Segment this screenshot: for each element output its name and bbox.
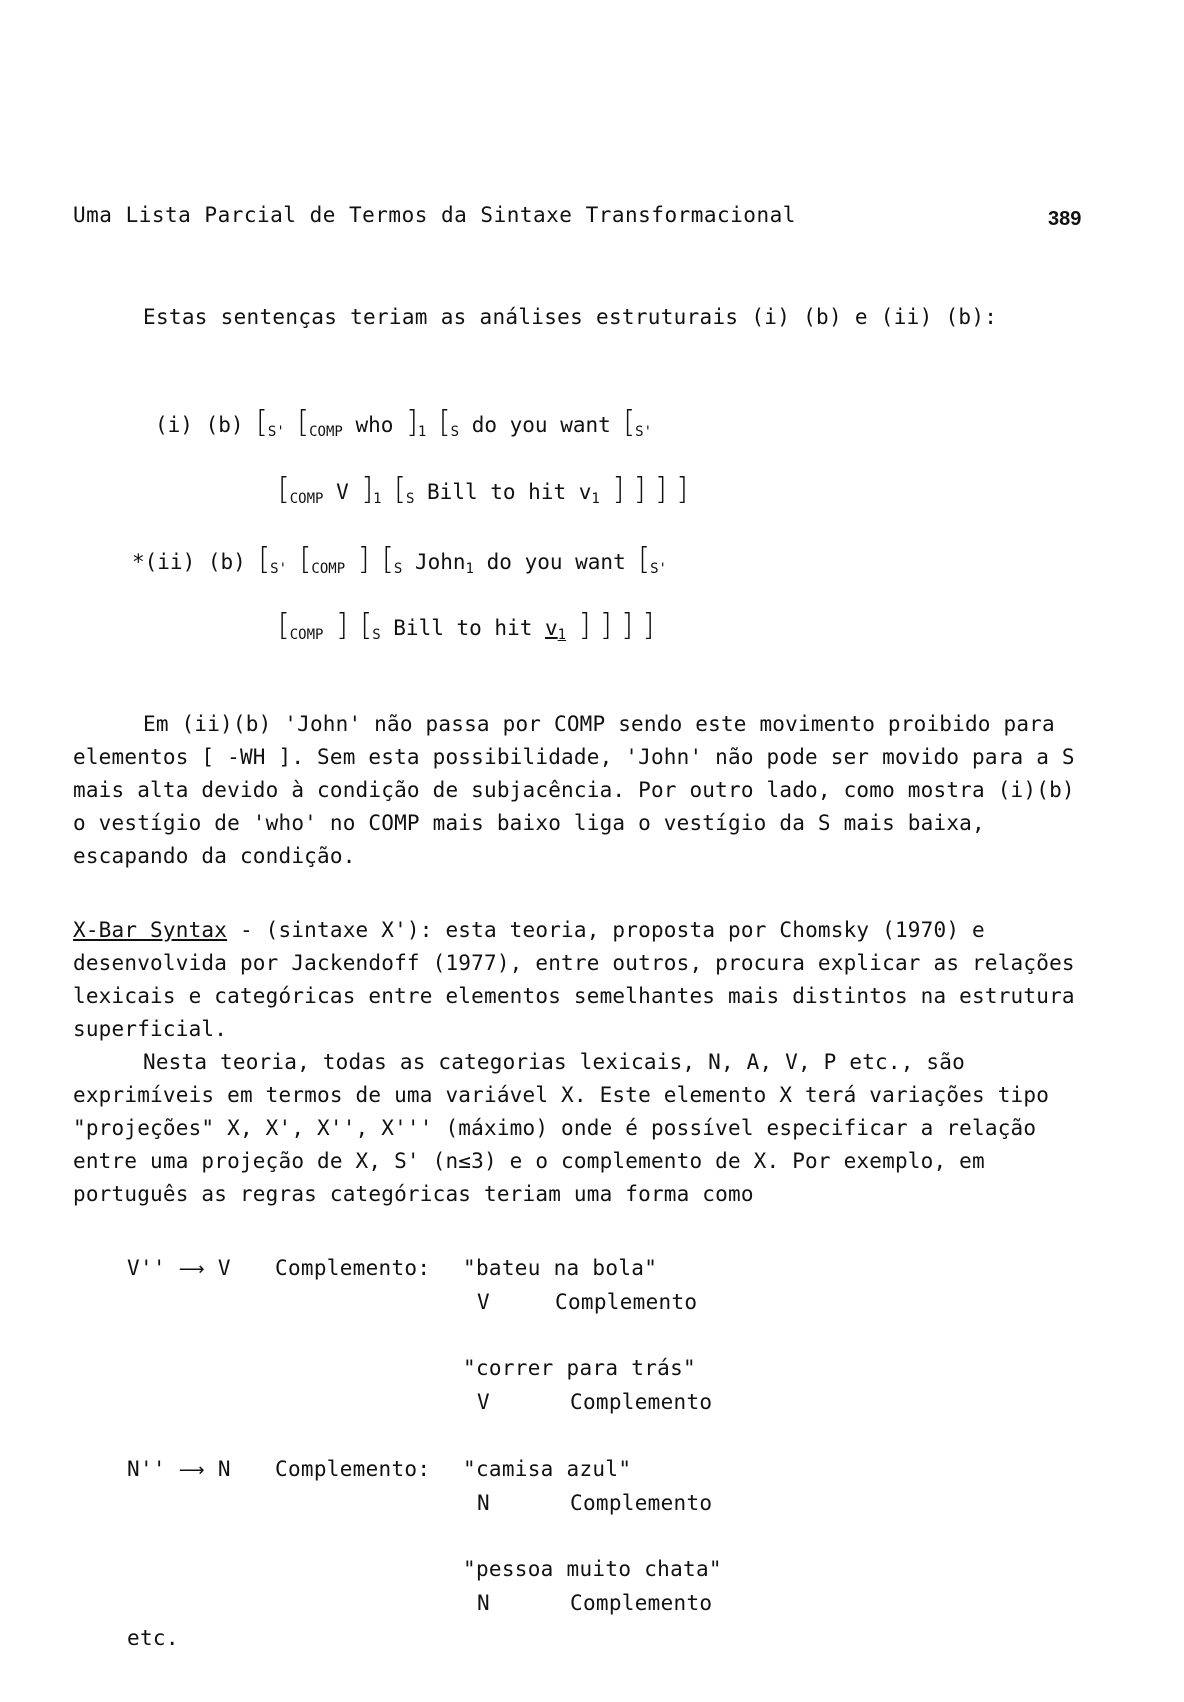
index: 1 [373, 491, 382, 507]
index: 1 [465, 561, 474, 577]
label-s-bar: S' [650, 561, 667, 577]
example-i-line2 [278, 472, 688, 507]
rule-n-example2-comp: Complemento [570, 1591, 713, 1615]
rule-n-example2-cat: N [477, 1591, 490, 1615]
label-s: S [450, 424, 460, 440]
label-s: S [372, 627, 381, 643]
label-comp: COMP [289, 491, 324, 507]
rule-lhs: N'' [127, 1457, 166, 1481]
example-text: do you want [471, 413, 611, 437]
bracket: [ [382, 542, 394, 577]
bracket: [ [256, 405, 268, 440]
rule-rhs: N [217, 1457, 231, 1481]
closing-brackets: ] ] ] ] [612, 472, 688, 507]
paragraph-explanation: Em (ii)(b) 'John' não passa por COMP sendo este movimento proibido para elementos [ -WH ]. Sem esta possibilidade, 'John' não pode ser movido para a S mais alta devido à condição de subjacência. Por outro lado, como mostra (i)(b) o vestígio de 'who' no COMP mais baixo liga o vestígio da S mais baixa, escapando da condição. [73, 712, 1075, 868]
label-s-bar: S' [267, 424, 285, 440]
label-comp: COMP [289, 627, 324, 643]
bracket: [ [438, 405, 451, 440]
word-who: who [355, 413, 394, 437]
example-ii-line2 [278, 608, 654, 643]
paragraph-xbar-definition [73, 914, 1098, 1046]
paragraph-xbar-theory: Nesta teoria, todas as categorias lexicais, N, A, V, P etc., são exprimíveis em termos de uma variável X. Este elemento X terá variações tipo "projeções" X, X', X'', X''' (máximo) onde é possível especificar a relação entre uma projeção de X, S' (n≤3) e o complemento de X. Por exemplo, em português as regras categóricas teriam uma forma como [73, 1050, 1050, 1206]
label-comp: COMP [311, 561, 346, 577]
label-s-bar: S' [270, 561, 288, 577]
bracket: [ [258, 542, 271, 577]
word-john: John [414, 550, 466, 574]
trace: v [545, 616, 558, 640]
label-s: S [393, 561, 403, 577]
rule-n-example1-comp: Complemento [570, 1491, 713, 1515]
example-text: Bill to hit v [427, 480, 592, 504]
bracket: [ [638, 542, 651, 577]
rewrite-arrow-icon: ⟶ [178, 1259, 205, 1280]
example-text: do you want [486, 550, 626, 574]
rule-lhs: V'' [127, 1256, 166, 1280]
bracket: ] [336, 608, 348, 643]
bracket: ] [361, 472, 374, 507]
xbar-definition-text: - (sintaxe X'): esta teoria, proposta por Chomsky (1970) e desenvolvida por Jackendoff (1977), entre outros, procura explicar as relações lexicais e categóricas entre elementos semelhantes mais distintos na estrutura superficial. [73, 918, 1075, 1041]
bracket: ] [406, 405, 418, 440]
label-comp: COMP [309, 424, 343, 440]
running-header: Uma Lista Parcial de Termos da Sintaxe Transformacional [73, 203, 796, 227]
rule-v-example2-comp: Complemento [570, 1390, 713, 1414]
rule-n-example2: "pessoa muito chata" [463, 1557, 722, 1581]
closing-brackets: ] ] ] ] [578, 608, 655, 643]
rule-v-example1: "bateu na bola" [463, 1256, 658, 1280]
bracket: [ [297, 405, 310, 440]
trace: V [336, 480, 349, 504]
bracket: [ [394, 472, 406, 507]
example-label: (i) (b) [155, 413, 244, 437]
bracket: [ [278, 608, 290, 643]
etc-text: etc. [127, 1626, 179, 1650]
index: 1 [417, 424, 427, 440]
index: 1 [557, 627, 567, 643]
rule-n-example1: "camisa azul" [463, 1457, 632, 1481]
example-i-line1 [155, 405, 652, 440]
rule-n-label: Complemento: [275, 1457, 431, 1481]
rule-v-example2: "correr para trás" [463, 1356, 696, 1380]
rule-v-example1-comp: Complemento [555, 1290, 698, 1314]
bracket: ] [357, 542, 370, 577]
bracket: [ [360, 608, 373, 643]
rule-v-label: Complemento: [275, 1256, 431, 1280]
example-label: *(ii) (b) [132, 550, 246, 574]
page-number: 389 [1048, 208, 1082, 230]
index: 1 [591, 491, 600, 507]
rule-n-example1-cat: N [477, 1491, 490, 1515]
bracket: [ [278, 472, 290, 507]
intro-sentence: Estas sentenças teriam as análises estruturais (i) (b) e (ii) (b): [143, 305, 998, 329]
rule-n-lhs [127, 1457, 231, 1481]
label-s-bar: S' [635, 424, 653, 440]
bracket: [ [299, 542, 312, 577]
label-s: S [405, 491, 415, 507]
term-xbar-syntax: X-Bar Syntax [73, 918, 228, 942]
example-text: Bill to hit [393, 616, 533, 640]
bracket: [ [623, 405, 636, 440]
rule-v-example2-cat: V [477, 1390, 490, 1414]
rule-v-example1-cat: V [477, 1290, 490, 1314]
example-ii-line1 [132, 542, 667, 577]
rewrite-arrow-icon: ⟶ [178, 1460, 205, 1481]
rule-v-lhs [127, 1256, 231, 1280]
rule-rhs: V [217, 1256, 231, 1280]
